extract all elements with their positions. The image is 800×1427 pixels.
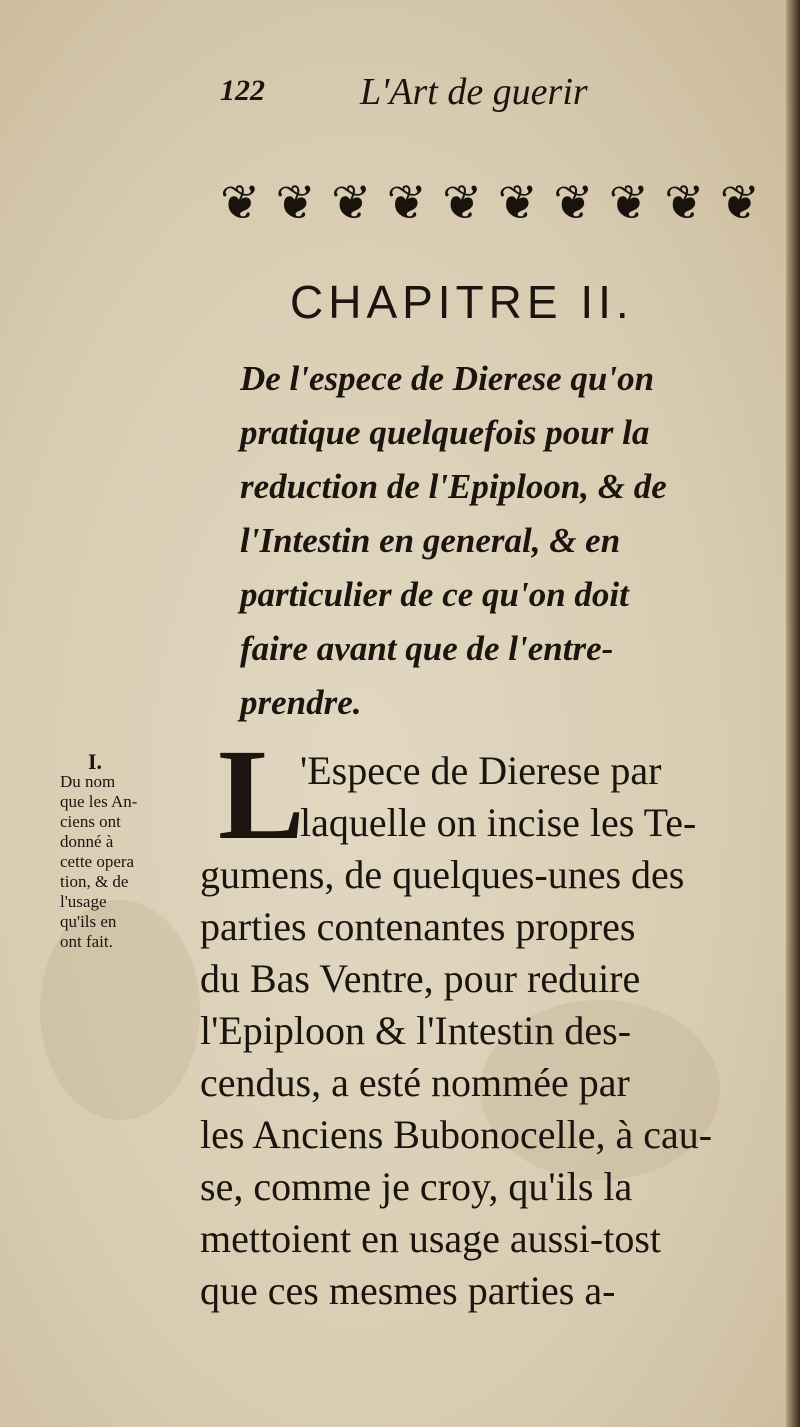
fleuron-icon: ❦ bbox=[664, 175, 705, 231]
marginal-note-line: Du nom bbox=[60, 772, 116, 791]
marginal-note-line: que les An- bbox=[60, 792, 138, 811]
body-line: gumens, de quelques-unes des bbox=[200, 852, 685, 897]
body-line: 'Espece de Dierese par bbox=[300, 748, 662, 793]
subtitle-line: De l'espece de Dierese qu'on bbox=[240, 359, 655, 398]
body-line: mettoient en usage aussi-tost bbox=[200, 1216, 662, 1261]
body-line: l'Epiploon & l'Intestin des- bbox=[200, 1008, 632, 1053]
body-line: les Anciens Bubonocelle, à cau- bbox=[200, 1112, 713, 1157]
fleuron-icon: ❦ bbox=[331, 175, 372, 231]
marginal-note-line: l'usage bbox=[60, 892, 107, 911]
page-edge bbox=[786, 0, 800, 1427]
body-line: se, comme je croy, qu'ils la bbox=[200, 1164, 633, 1209]
drop-cap: L bbox=[218, 723, 305, 867]
subtitle-line: pratique quelquefois pour la bbox=[240, 413, 650, 452]
running-title: L'Art de guerir bbox=[360, 71, 588, 113]
fleuron-icon: ❦ bbox=[386, 175, 427, 231]
fleuron-icon: ❦ bbox=[220, 175, 261, 231]
body-paragraph bbox=[200, 723, 760, 1317]
subtitle-line: prendre. bbox=[240, 683, 362, 722]
marginal-note-line: cette opera bbox=[60, 852, 135, 871]
chapter-title: CHAPITRE II. bbox=[290, 276, 634, 328]
fleuron-icon: ❦ bbox=[497, 175, 538, 231]
marginal-note bbox=[60, 749, 195, 952]
subtitle-line: l'Intestin en general, & en bbox=[240, 521, 621, 560]
subtitle-line: particulier de ce qu'on doit bbox=[240, 575, 629, 614]
marginal-note-line: ont fait. bbox=[60, 932, 113, 951]
running-header bbox=[210, 70, 680, 120]
page-number: 122 bbox=[220, 74, 265, 107]
marginal-note-line: donné à bbox=[60, 832, 114, 851]
body-line: que ces mesmes parties a- bbox=[200, 1268, 616, 1313]
subtitle-line: faire avant que de l'entre- bbox=[240, 629, 614, 668]
decorative-ornament-band bbox=[220, 168, 760, 238]
subtitle-line: reduction de l'Epiploon, & de bbox=[240, 467, 667, 506]
fleuron-icon: ❦ bbox=[719, 175, 760, 231]
fleuron-icon: ❦ bbox=[553, 175, 594, 231]
fleuron-icon: ❦ bbox=[608, 175, 649, 231]
marginal-note-line: tion, & de bbox=[60, 872, 129, 891]
body-line: laquelle on incise les Te- bbox=[300, 800, 697, 845]
fleuron-icon: ❦ bbox=[442, 175, 483, 231]
body-line: du Bas Ventre, pour reduire bbox=[200, 956, 641, 1001]
marginal-note-line: ciens ont bbox=[60, 812, 121, 831]
body-line: parties contenantes propres bbox=[200, 904, 636, 949]
marginal-note-number: I. bbox=[87, 749, 103, 774]
chapter-subtitle bbox=[240, 352, 760, 730]
body-line: cendus, a esté nommée par bbox=[200, 1060, 630, 1105]
fleuron-icon: ❦ bbox=[275, 175, 316, 231]
marginal-note-line: qu'ils en bbox=[60, 912, 117, 931]
